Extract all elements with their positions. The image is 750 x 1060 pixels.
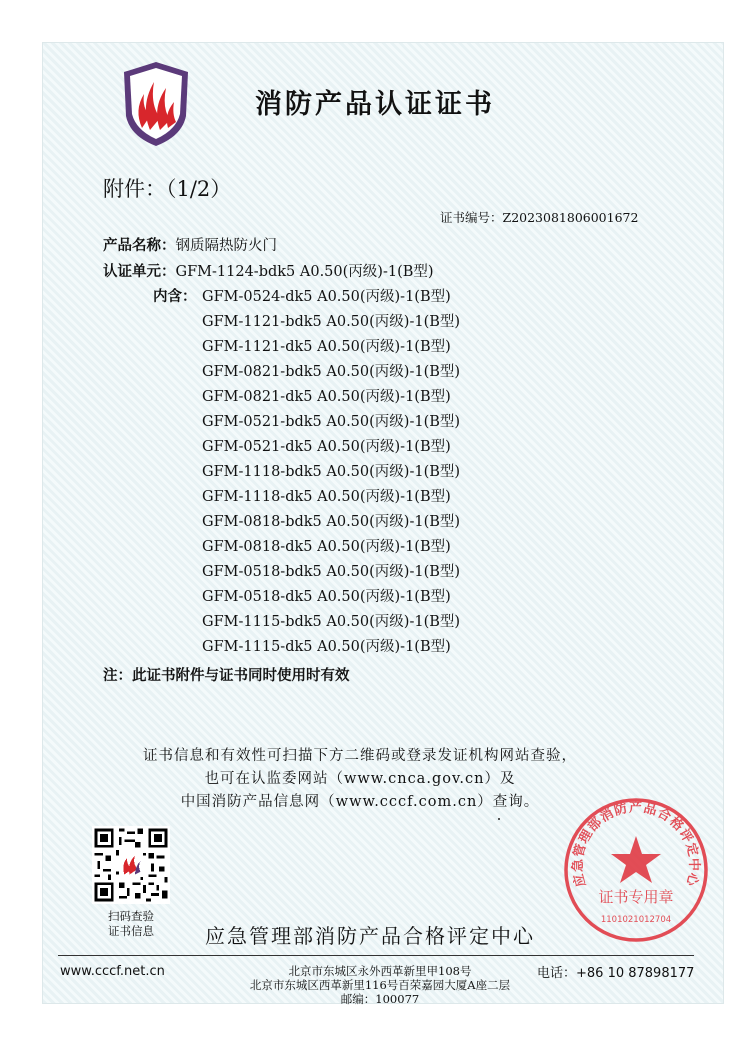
- footer-postcode: 邮编：100077: [340, 992, 420, 1006]
- content-item: GFM-0524-dk5 A0.50(丙级)-1(B型): [202, 289, 451, 305]
- attachment-indicator: [103, 173, 231, 203]
- footer-address-2: 北京市东城区西革新里116号百荣嘉园大厦A座二层: [249, 978, 511, 992]
- content-item: GFM-1121-dk5 A0.50(丙级)-1(B型): [202, 339, 451, 355]
- verification-line-1: 证书信息和有效性可扫描下方二维码或登录发证机构网站查验，: [143, 748, 577, 764]
- content-item: GFM-1118-bdk5 A0.50(丙级)-1(B型): [202, 464, 461, 480]
- footer-website[interactable]: www.cccf.net.cn: [60, 964, 165, 979]
- certificate-number-value: Z2023081806001672: [502, 210, 639, 225]
- content-item: GFM-0521-bdk5 A0.50(丙级)-1(B型): [202, 414, 461, 430]
- qr-caption-1: 扫码查验: [108, 909, 154, 923]
- footer-address-1: 北京市东城区永外西革新里甲108号: [288, 964, 472, 978]
- product-name-label: 产品名称：: [103, 238, 176, 254]
- verification-line-2: 也可在认监委网站（www.cnca.gov.cn）及: [204, 771, 516, 787]
- content-item: GFM-0821-bdk5 A0.50(丙级)-1(B型): [202, 364, 461, 380]
- verification-line-3: 中国消防产品信息网（www.cccf.com.cn）查询。: [180, 794, 540, 810]
- content-item: GFM-0821-dk5 A0.50(丙级)-1(B型): [202, 389, 451, 405]
- seal-ring-text: 应急管理部消防产品合格评定中心: [570, 800, 702, 889]
- certification-unit-label: 认证单元：: [103, 264, 176, 280]
- product-name-row: [103, 234, 277, 255]
- page-title: 消防产品认证证书: [255, 89, 495, 120]
- content-item: GFM-1118-dk5 A0.50(丙级)-1(B型): [202, 489, 451, 505]
- official-seal-stamp: [562, 796, 710, 944]
- contents-label-row: [153, 285, 197, 306]
- footer-phone: 电话：+86 10 87898177: [537, 966, 695, 981]
- product-name-value: 钢质隔热防火门: [175, 238, 277, 254]
- certificate-number: [440, 208, 638, 226]
- content-item: GFM-1115-bdk5 A0.50(丙级)-1(B型): [202, 614, 461, 630]
- content-item: GFM-0818-bdk5 A0.50(丙级)-1(B型): [202, 514, 461, 530]
- content-item: GFM-1115-dk5 A0.50(丙级)-1(B型): [202, 639, 451, 655]
- attachment-page: （1/2）: [166, 177, 232, 201]
- certificate-number-label: 证书编号：: [440, 210, 503, 225]
- issuing-organization: 应急管理部消防产品合格评定中心: [205, 924, 535, 948]
- fire-logo-icon: [120, 58, 192, 150]
- content-item: GFM-0518-dk5 A0.50(丙级)-1(B型): [202, 589, 451, 605]
- qr-code-icon[interactable]: [92, 826, 170, 904]
- attachment-label: 附件：: [103, 177, 166, 201]
- content-item: GFM-1121-bdk5 A0.50(丙级)-1(B型): [202, 314, 461, 330]
- content-item: GFM-0518-bdk5 A0.50(丙级)-1(B型): [202, 564, 461, 580]
- contents-label: 内含：: [153, 289, 197, 305]
- footer-divider: [58, 955, 694, 956]
- certification-unit-value: GFM-1124-bdk5 A0.50(丙级)-1(B型): [175, 264, 434, 280]
- seal-serial: 1101021012704: [600, 915, 672, 925]
- content-item: GFM-0521-dk5 A0.50(丙级)-1(B型): [202, 439, 451, 455]
- seal-center-text: 证书专用章: [598, 888, 674, 906]
- qr-caption-2: 证书信息: [108, 924, 154, 938]
- certification-unit-row: [103, 260, 434, 281]
- speck: [498, 818, 500, 820]
- validity-note: 注：此证书附件与证书同时使用时有效: [103, 668, 350, 684]
- content-item: GFM-0818-dk5 A0.50(丙级)-1(B型): [202, 539, 451, 555]
